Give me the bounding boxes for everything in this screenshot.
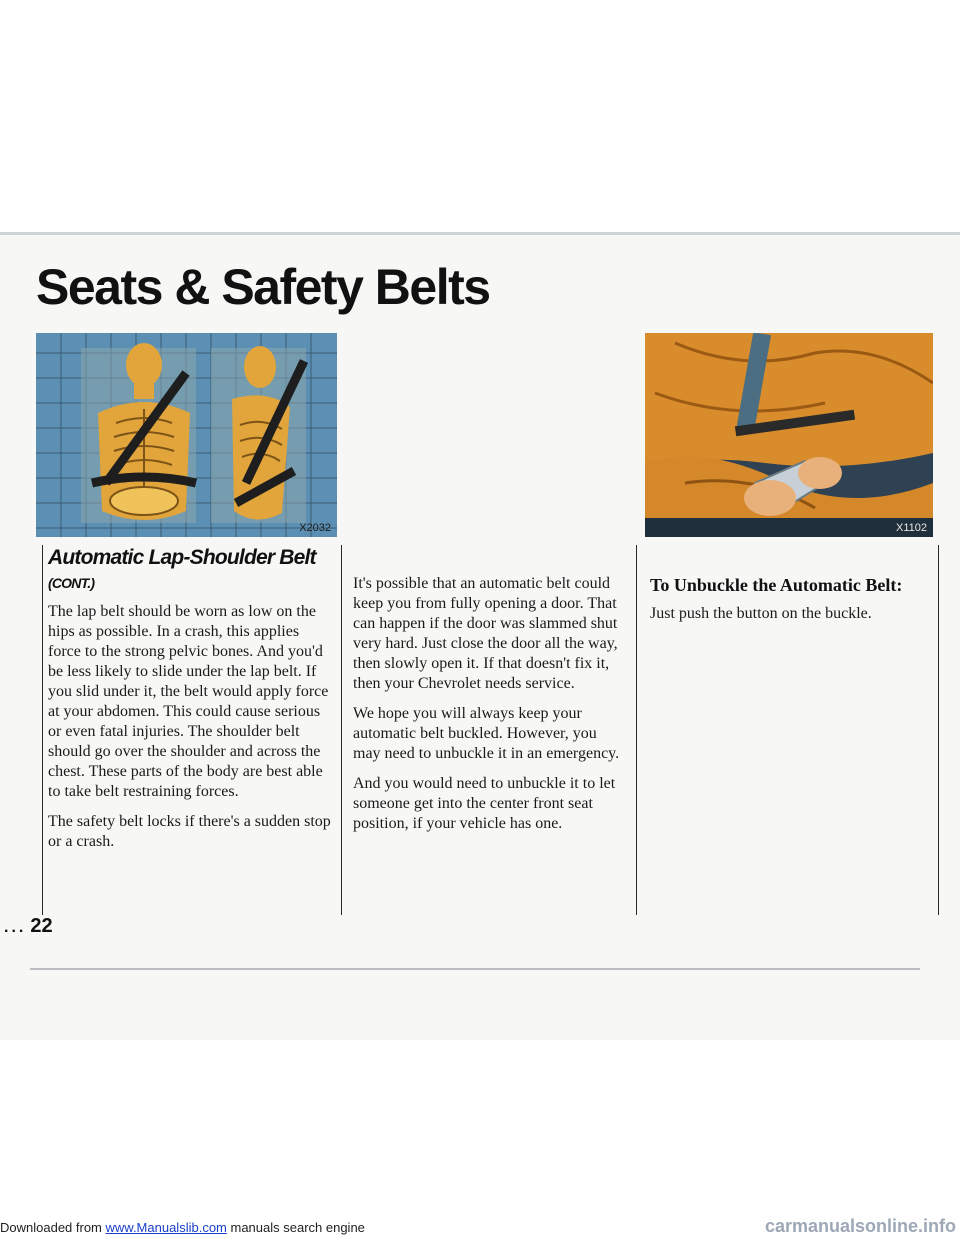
page-number <box>4 915 53 938</box>
middle-column <box>353 574 625 844</box>
unbuckle-belt-illustration <box>645 333 933 537</box>
paragraph: We hope you will always keep your automatic belt buckled. However, you may need to unbuckle it in an emergency. <box>353 705 620 762</box>
figure-code: X2032 <box>299 522 331 534</box>
page-number-value: 22 <box>30 915 53 937</box>
column-rule <box>42 545 43 915</box>
section-heading: To Unbuckle the Automatic Belt: <box>650 575 903 595</box>
right-column <box>650 575 930 634</box>
page-number-dots: ... <box>4 919 27 936</box>
section-heading <box>48 546 332 594</box>
left-column <box>48 546 332 862</box>
section-title: Seats & Safety Belts <box>36 259 490 315</box>
paragraph: The safety belt locks if there's a sudden stop or a crash. <box>48 813 331 850</box>
heading-text: Automatic Lap-Shoulder Belt <box>48 546 316 569</box>
figure-code: X1102 <box>896 522 927 534</box>
top-divider <box>0 232 960 235</box>
paragraph: And you would need to unbuckle it to let someone get into the center front seat position, if your vehicle has one. <box>353 775 616 832</box>
skeleton-illustration-graphic <box>36 333 337 537</box>
manualslib-link[interactable]: www.Manualslib.com <box>105 1220 227 1235</box>
paragraph: It's possible that an automatic belt could keep you from fully opening a door. That can happen if the door was slammed shut very hard. Just close the door all the way, then slowly open it. If that doesn't fix it, then your Chevrolet needs service. <box>353 575 618 692</box>
column-rule <box>938 545 939 915</box>
bottom-divider <box>30 968 920 970</box>
column-rule <box>341 545 342 915</box>
footer-prefix: Downloaded from <box>0 1220 106 1235</box>
heading-continued: (CONT.) <box>48 575 95 591</box>
column-rule <box>636 545 637 915</box>
paragraph: The lap belt should be worn as low on the hips as possible. In a crash, this applies force to the strong pelvic bones. And you'd be less likely to slide under the lap belt. If you slid under it, the belt would apply force at your abdomen. This could cause serious or even fatal injuries. The shoulder belt should go over the shoulder and across the chest. These parts of the body are best able to take belt restraining forces. <box>48 603 329 800</box>
unbuckle-illustration-graphic <box>645 333 933 537</box>
paragraph: Just push the button on the buckle. <box>650 605 872 622</box>
site-watermark: carmanualsonline.info <box>764 1216 956 1236</box>
skeleton-belt-illustration <box>36 333 337 537</box>
footer-suffix: manuals search engine <box>226 1220 365 1235</box>
